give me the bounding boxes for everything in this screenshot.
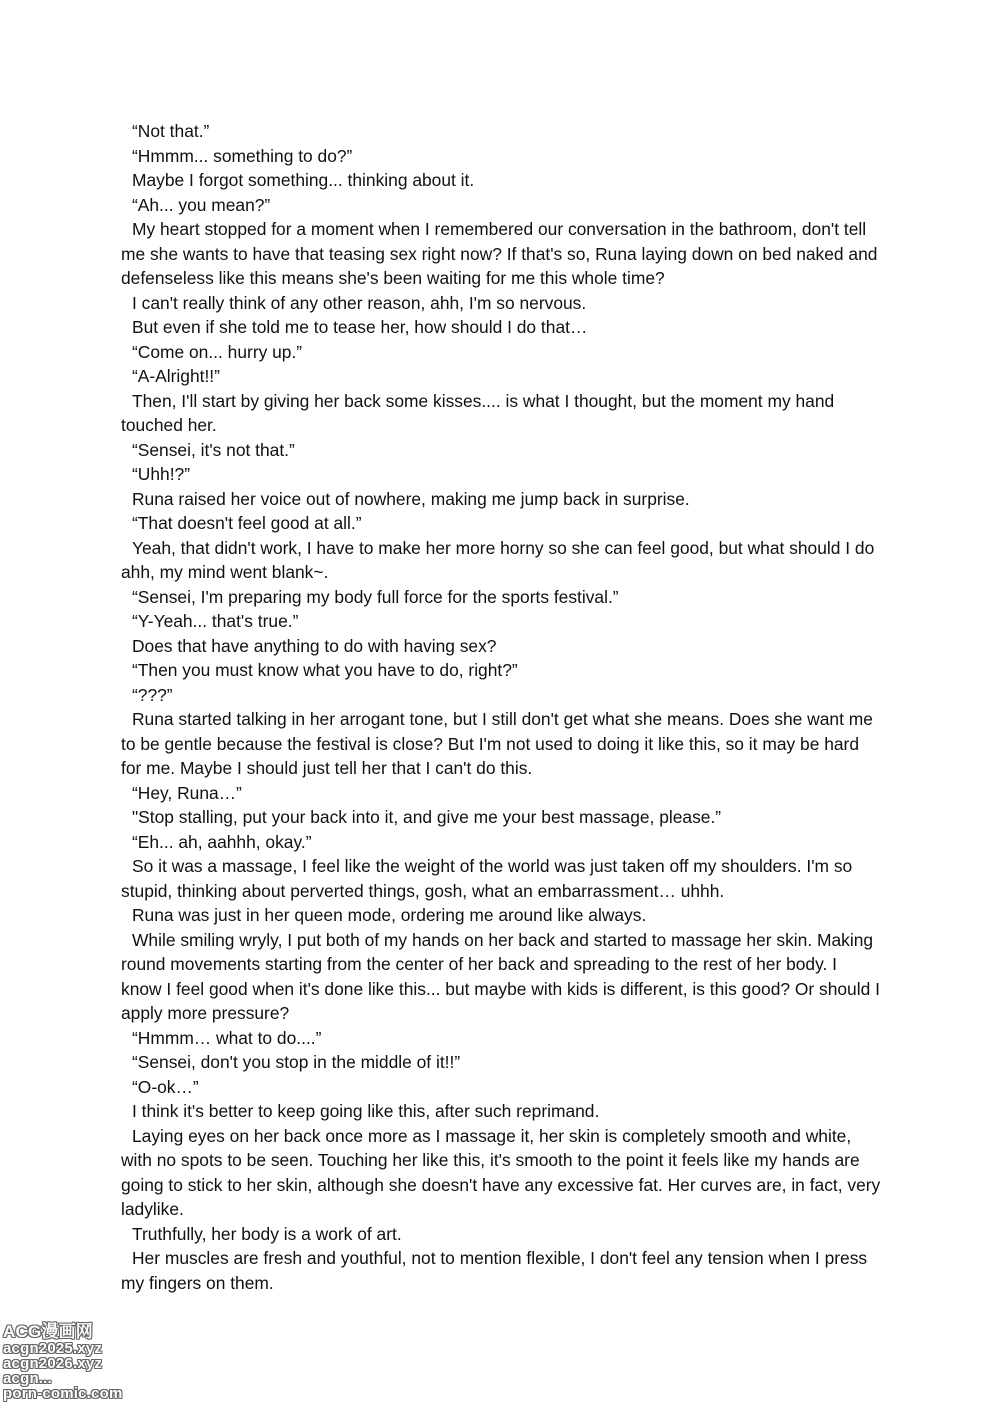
paragraph: I think it's better to keep going like this, after such reprimand. (132, 1101, 600, 1121)
paragraph: “Hmmm… what to do....” (132, 1027, 322, 1048)
paragraph: “Then you must know what you have to do, right?” (132, 660, 518, 680)
watermark-line: ACG漫画网 (3, 1322, 93, 1341)
paragraph: “Sensei, I'm preparing my body full force for the sports festival.” (132, 586, 619, 607)
paragraph: Laying eyes on her back once more as I massage it, her skin is completely smooth and white, with no spots to be seen. Touching her like this, it's smooth to the point it feels like my hands are going to stick to her skin, although she doesn't have any excessive fat. Her curves are, in fact, very ladylike. (121, 1125, 881, 1219)
watermark-line: porn-comic.com (3, 1385, 123, 1402)
watermark-line: acgn2026.xyz (3, 1355, 103, 1372)
paragraph: “Not that.” (132, 121, 210, 141)
paragraph: Maybe I forgot something... thinking about it. (132, 170, 475, 190)
paragraph: Then, I'll start by giving her back some kisses.... is what I thought, but the moment my hand touched her. (121, 390, 835, 435)
paragraph: “Hey, Runa…” (132, 782, 242, 803)
paragraph: Her muscles are fresh and youthful, not to mention flexible, I don't feel any tension when I press my fingers on them. (121, 1248, 868, 1293)
paragraph: “Sensei, it's not that.” (132, 439, 295, 460)
paragraph: "Stop stalling, put your back into it, and give me your best massage, please.” (132, 807, 722, 827)
paragraph: I can't really think of any other reason, ahh, I'm so nervous. (132, 292, 587, 313)
paragraph: “A-Alright!!” (132, 366, 220, 386)
paragraph: Runa was just in her queen mode, ordering me around like always. (132, 905, 647, 925)
paragraph: “That doesn't feel good at all.” (132, 513, 362, 533)
paragraph: “???” (132, 684, 173, 705)
paragraph: Runa raised her voice out of nowhere, making me jump back in surprise. (132, 488, 690, 509)
watermark-line: acgn2025.xyz (3, 1340, 103, 1357)
paragraph: “Y-Yeah... that's true.” (132, 611, 299, 631)
paragraph: “Come on... hurry up.” (132, 341, 303, 362)
paragraph: So it was a massage, I feel like the weight of the world was just taken off my shoulders. I'm so stupid, thinking about perverted things, gosh, what an embarrassment… uhhh. (121, 856, 853, 901)
paragraph: Runa started talking in her arrogant tone, but I still don't get what she means. Does she want me to be gentle because the festival is close? But I'm not used to doing it like this, so it may be hard for me. Maybe I should just tell her that I can't do this. (121, 709, 873, 778)
paragraph: “Eh... ah, aahhh, okay.” (132, 831, 312, 852)
site-watermark (3, 1322, 133, 1401)
paragraph: Truthfully, her body is a work of art. (132, 1223, 402, 1244)
paragraph: “Hmmm... something to do?” (132, 145, 353, 166)
paragraph: My heart stopped for a moment when I remembered our conversation in the bathroom, don't tell me she wants to have that teasing sex right now? If that's so, Runa laying down on bed naked and defenseless like this means she's been waiting for me this whole time? (121, 219, 878, 288)
paragraph: Yeah, that didn't work, I have to make her more horny so she can feel good, but what should I do ahh, my mind went blank~. (121, 537, 875, 582)
paragraph: While smiling wryly, I put both of my hands on her back and started to massage her skin. Making round movements starting from the center of her back and spreading to the rest of her body. I know I feel good when it's done like this... but maybe with kids is different, is this good? Or should I apply more pressure? (121, 929, 880, 1023)
paragraph: “O-ok…” (132, 1076, 199, 1097)
watermark-line: acgn... (3, 1370, 52, 1387)
paragraph: Does that have anything to do with having sex? (132, 635, 497, 656)
paragraph: “Uhh!?” (132, 464, 190, 484)
paragraph: But even if she told me to tease her, how should I do that… (132, 317, 588, 337)
page-body (121, 119, 881, 1295)
paragraph: “Sensei, don't you stop in the middle of it!!” (132, 1052, 461, 1072)
paragraph: “Ah... you mean?” (132, 194, 271, 215)
